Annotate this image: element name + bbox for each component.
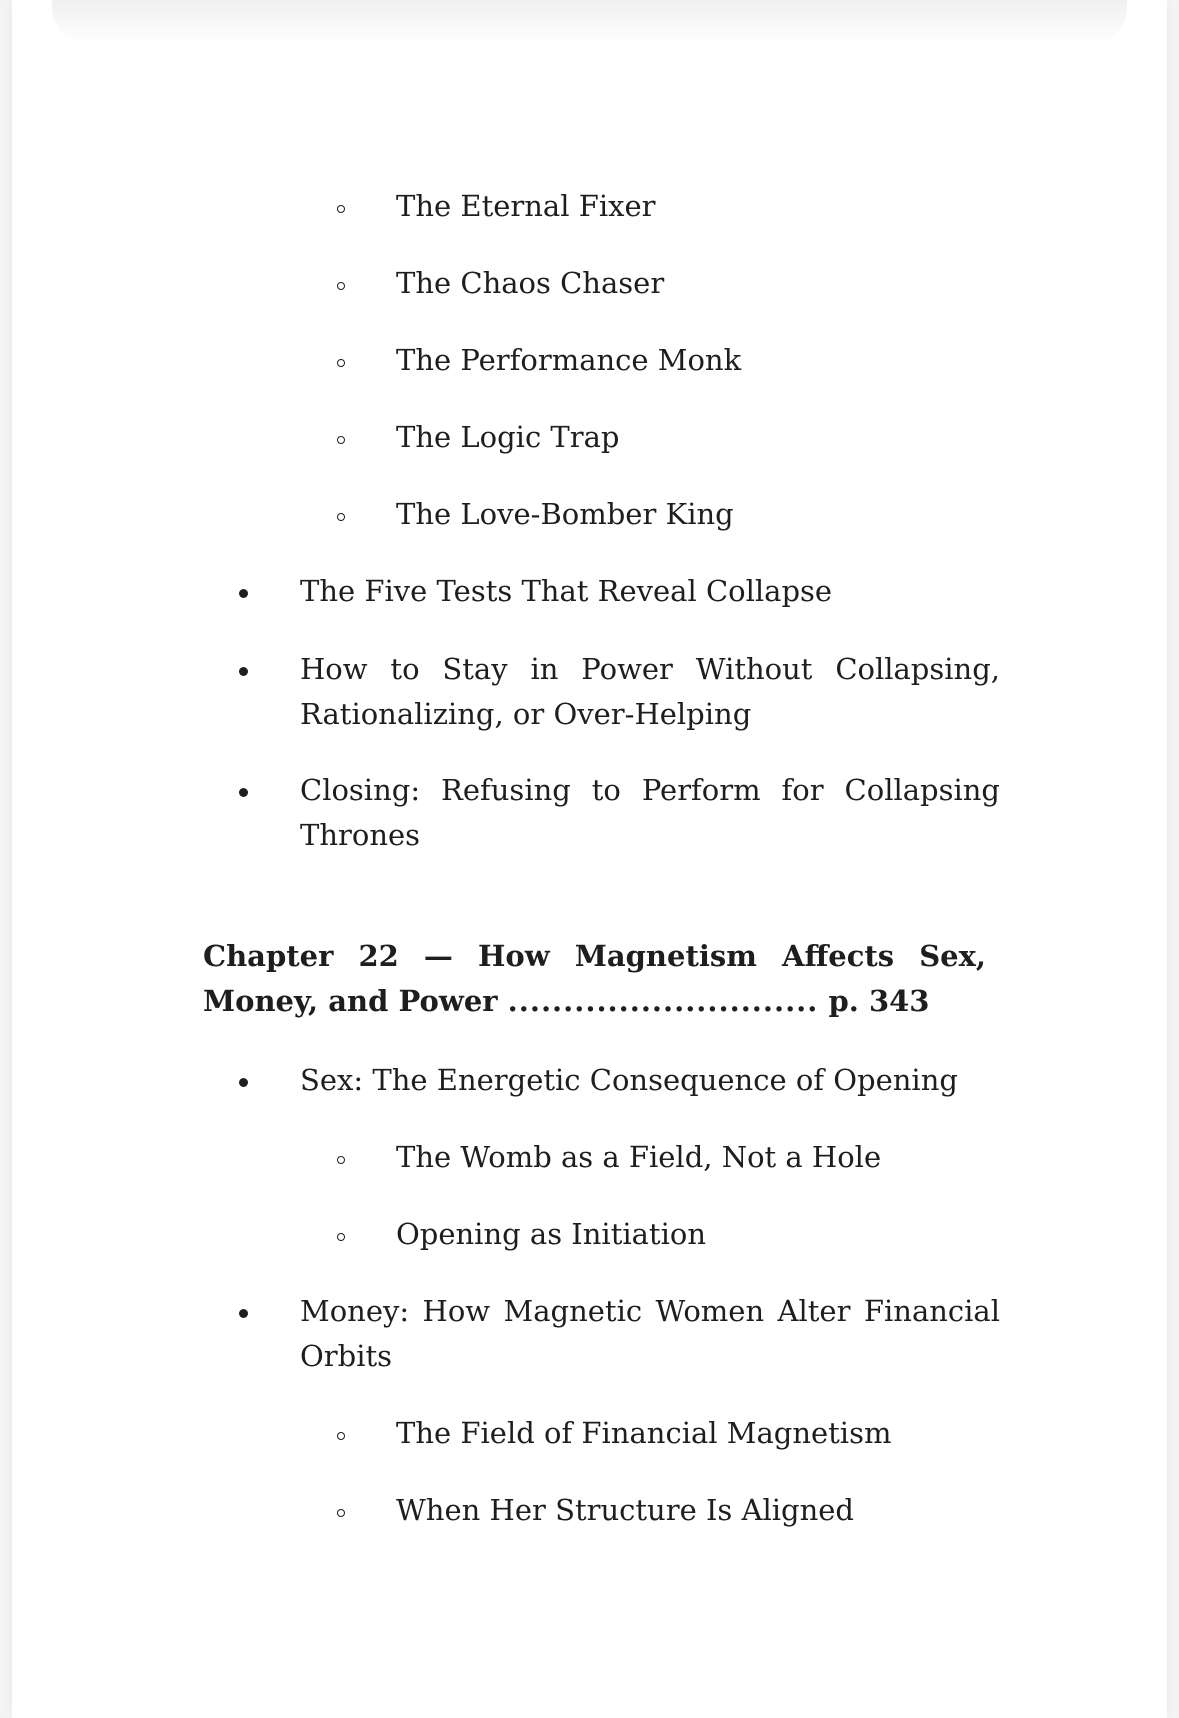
chapter-word: 22 [358, 939, 399, 973]
chapter-word: How [477, 939, 550, 973]
hollow-circle-bullet-icon [337, 205, 345, 213]
chapter-word: Magnetism [574, 939, 757, 973]
table-of-contents [12, 0, 1167, 1718]
toc-item-label: Money: How Magnetic Women Alter Financial Orbits [300, 1294, 1000, 1373]
hollow-circle-bullet-icon [337, 359, 345, 367]
chapter-heading-line2 [203, 979, 986, 1024]
toc-subitem-label: The Field of Financial Magnetism [396, 1416, 892, 1450]
chapter-title-end: Money, and Power [203, 984, 498, 1018]
filled-bullet-icon [239, 589, 248, 598]
toc-subitem [396, 1212, 706, 1257]
filled-bullet-icon [239, 1309, 248, 1318]
toc-subitem-label: The Love-Bomber King [396, 497, 734, 531]
toc-subitem [396, 1135, 881, 1180]
filled-bullet-icon [239, 667, 248, 676]
dot-leader: ............................ [507, 984, 819, 1018]
toc-subitem-label: The Chaos Chaser [396, 266, 665, 300]
toc-item [300, 1289, 1000, 1379]
toc-subitem [396, 1488, 854, 1533]
chapter-heading [203, 934, 986, 1024]
toc-subitem [396, 261, 664, 306]
toc-item-label: Closing: Refusing to Perform for Collapsing Thrones [300, 773, 1000, 852]
filled-bullet-icon [239, 1078, 248, 1087]
toc-subitem [396, 415, 619, 460]
chapter-word: — [423, 939, 453, 973]
hollow-circle-bullet-icon [337, 1156, 345, 1164]
toc-subitem [396, 338, 741, 383]
toc-subitem-label: The Logic Trap [396, 420, 620, 454]
filled-bullet-icon [239, 788, 248, 797]
chapter-word: Sex, [919, 939, 986, 973]
toc-subitem [396, 184, 656, 229]
hollow-circle-bullet-icon [337, 513, 345, 521]
chapter-word: Chapter [203, 939, 334, 973]
toc-item [300, 768, 1000, 858]
document-page [12, 0, 1167, 1718]
hollow-circle-bullet-icon [337, 436, 345, 444]
hollow-circle-bullet-icon [337, 1233, 345, 1241]
toc-subitem-label: The Eternal Fixer [396, 189, 656, 223]
hollow-circle-bullet-icon [337, 1509, 345, 1517]
chapter-heading-line1 [203, 934, 986, 979]
toc-subitem-label: The Womb as a Field, Not a Hole [396, 1140, 882, 1174]
toc-subitem-label: The Performance Monk [396, 343, 742, 377]
toc-item-label: Sex: The Energetic Consequence of Opening [300, 1063, 958, 1097]
toc-item [300, 647, 1000, 737]
hollow-circle-bullet-icon [337, 282, 345, 290]
toc-subitem [396, 492, 734, 537]
toc-subitem-label: When Her Structure Is Aligned [396, 1493, 854, 1527]
toc-subitem [396, 1411, 891, 1456]
hollow-circle-bullet-icon [337, 1432, 345, 1440]
toc-item [300, 569, 832, 614]
toc-item-label: How to Stay in Power Without Collapsing, Rationalizing, or Over-Helping [300, 652, 1000, 731]
chapter-word: Affects [781, 939, 895, 973]
toc-item-label: The Five Tests That Reveal Collapse [300, 574, 833, 608]
toc-subitem-label: Opening as Initiation [396, 1217, 706, 1251]
chapter-page-number: p. 343 [828, 984, 930, 1018]
toc-item [300, 1058, 958, 1103]
